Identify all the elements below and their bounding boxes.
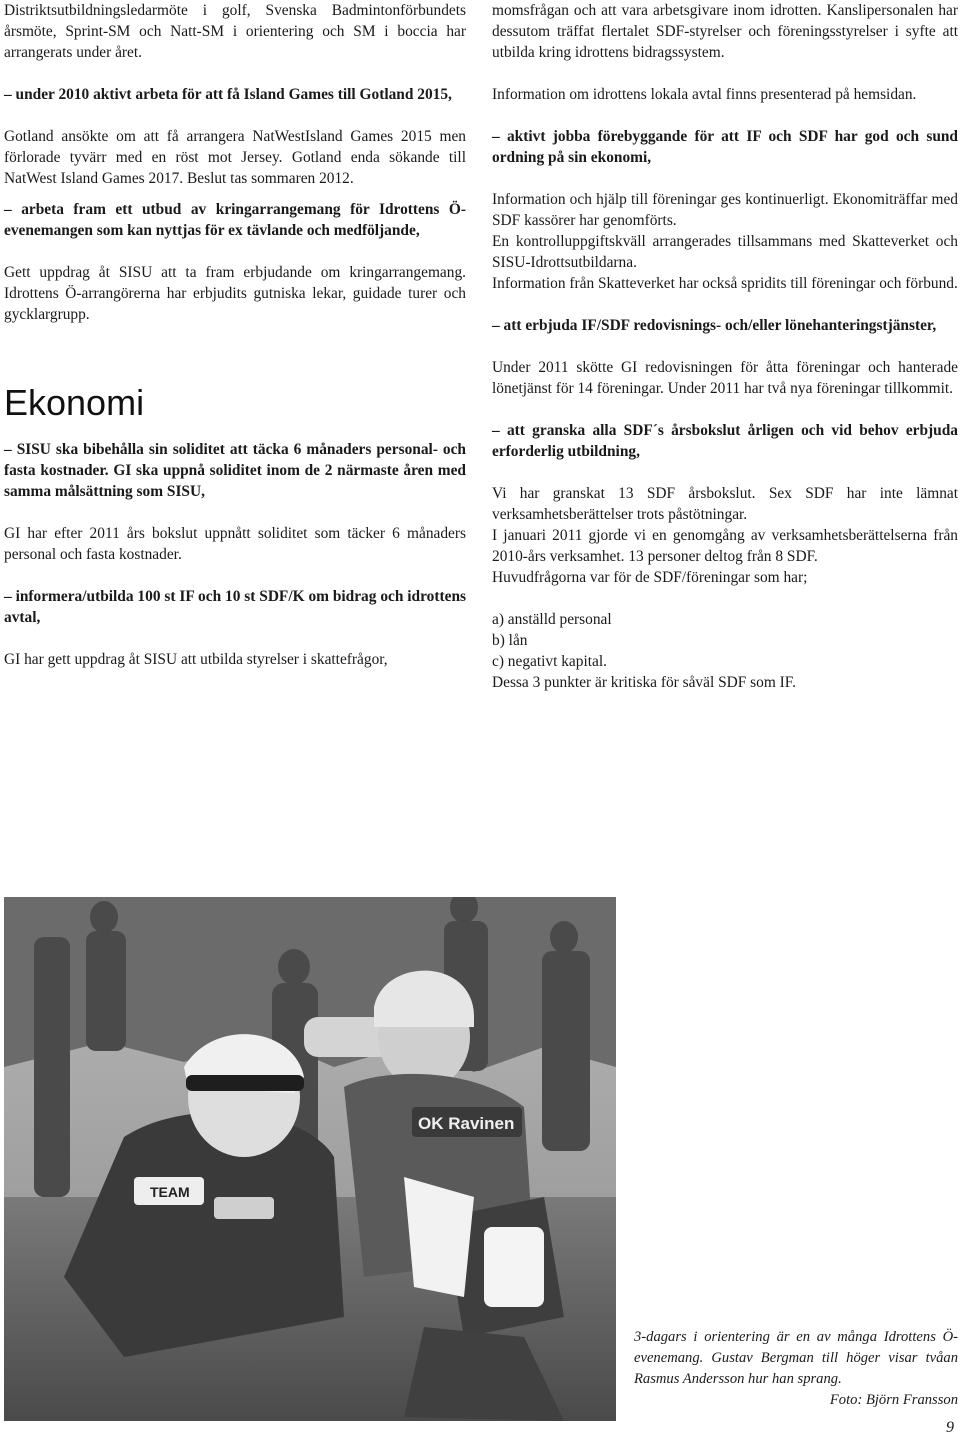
photo-caption [634, 1327, 958, 1411]
paragraph: En kontrolluppgiftskväll arrangerades tillsammans med Skatteverket och SISU-Idrottsutbildarna. [492, 233, 958, 271]
goal-item: – informera/utbilda 100 st IF och 10 st SDF/K om bidrag och idrottens avtal, [4, 588, 466, 626]
section-heading: Ekonomi [4, 382, 145, 423]
paragraph: Information och hjälp till föreningar ges kontinuerligt. Ekonomiträffar med SDF kassörer har genomförts. [492, 191, 958, 229]
goal-item: – SISU ska bibehålla sin soliditet att täcka 6 månaders personal- och fasta kostnader. GI ska uppnå soliditet inom de 2 närmaste åren med samma målsättning som SISU, [4, 441, 466, 500]
goal-item: – att erbjuda IF/SDF redovisnings- och/eller lönehanteringstjänster, [492, 317, 937, 334]
paragraph: Information om idrottens lokala avtal finns presenterad på hemsidan. [492, 86, 917, 103]
map-paper [404, 1177, 474, 1297]
paragraph: Gett uppdrag åt SISU att ta fram erbjudande om kringarrangemang. Idrottens Ö-arrangörerna har erbjudits gutniska lekar, guidade turer och gycklargrupp. [4, 264, 466, 323]
orienteering-photo [4, 897, 616, 1421]
paragraph: Vi har granskat 13 SDF årsbokslut. Sex SDF har inte lämnat verksamhetsberättelser trots påstötningar. [492, 485, 958, 523]
svg-text:TEAM: TEAM [150, 1184, 190, 1200]
paragraph: Huvudfrågorna var för de SDF/föreningar som har; [492, 569, 808, 586]
right-column [492, 0, 958, 693]
paragraph: momsfrågan och att vara arbetsgivare inom idrotten. Kanslipersonalen har dessutom träffat flertalet SDF-styrelser och föreningsstyrelser i syfte att utbilda kring idrottens bidragssystem. [492, 2, 958, 61]
paragraph: Gotland ansökte om att få arrangera NatWestIsland Games 2015 men förlorade tyvärr med en röst mot Jersey. Gotland enda sökande till NatWest Island Games 2017. Beslut tas sommaren 2012. [4, 128, 466, 187]
caption-text: 3-dagars i orientering är en av många Idrottens Ö-evenemang. Gustav Bergman till höger visar tvåan Rasmus Andersson hur han sprang. [634, 1329, 958, 1387]
list-item: a) anställd personal [492, 611, 612, 628]
svg-text:OK Ravinen: OK Ravinen [418, 1114, 515, 1133]
paragraph: Under 2011 skötte GI redovisningen för åtta föreningar och hanterade lönetjänst för 14 föreningar. Under 2011 har två nya föreningar tillkommit. [492, 359, 958, 397]
left-column [4, 0, 466, 670]
goal-item: – att granska alla SDF´s årsbokslut årligen och vid behov erbjuda erforderlig utbildning, [492, 422, 958, 460]
paragraph: I januari 2011 gjorde vi en genomgång av verksamhetsberättelserna från 2010-års verksamhet. 13 personer deltog från 8 SDF. [492, 527, 958, 565]
list-item: c) negativt kapital. [492, 653, 607, 670]
paragraph: Distriktsutbildningsledarmöte i golf, Svenska Badmintonförbundets årsmöte, Sprint-SM och Natt-SM i orientering och SM i boccia har arrangerats under året. [4, 2, 466, 61]
paragraph: Information från Skatteverket har också spridits till föreningar och förbund. [492, 275, 958, 292]
goal-item: – aktivt jobba förebyggande för att IF och SDF har god och sund ordning på sin ekonomi, [492, 128, 958, 166]
goal-item: – under 2010 aktivt arbeta för att få Island Games till Gotland 2015, [4, 86, 452, 103]
page-number: 9 [946, 1419, 954, 1436]
photo-credit: Foto: Björn Fransson [829, 1392, 958, 1408]
paragraph: Dessa 3 punkter är kritiska för såväl SDF som IF. [492, 674, 796, 691]
paragraph: GI har gett uppdrag åt SISU att utbilda styrelser i skattefrågor, [4, 651, 388, 668]
list-item: b) lån [492, 632, 528, 649]
goal-item: – arbeta fram ett utbud av kringarrangemang för Idrottens Ö-evenemangen som kan nyttjas för ex tävlande och medföljande, [4, 201, 466, 239]
paragraph: GI har efter 2011 års bokslut uppnått soliditet som täcker 6 månaders personal och fasta kostnader. [4, 525, 466, 563]
